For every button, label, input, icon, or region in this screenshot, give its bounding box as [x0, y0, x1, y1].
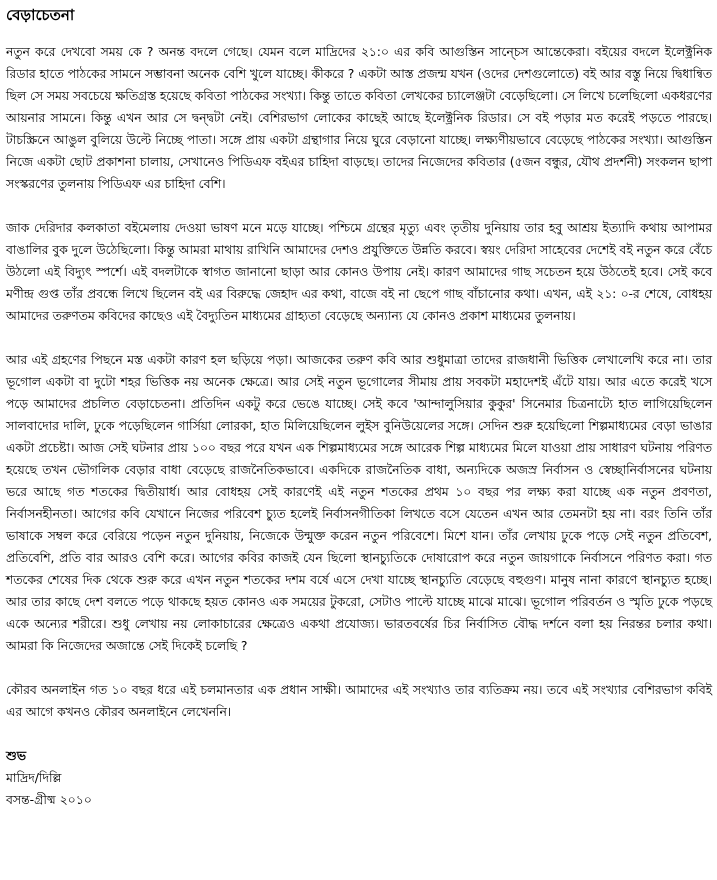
document-page	[6, 4, 712, 811]
signature-block	[6, 745, 712, 811]
paragraph-1: নতুন করে দেখবো সময় কে ? অনন্ত বদলে গেছে। যেমন বলে মাদ্রিদের ২১:০ এর কবি আগুস্তিন সান্চেস আন্তেকেরা। বইয়ের বদলে ইলেক্ট্রনিক রিডার হাতে পাঠকের সামনে সম্ভাবনা অনেক বেশি খুলে যাচ্ছে। কীকরে ? একটা আস্ত প্রজন্ম যখন (ওদের দেশগুলোতে) বই আর বস্তু নিয়ে দ্বিধান্বিত ছিল সে সময় সবচেয়ে ক্ষতিগ্রস্ত হয়েছে কবিতা পাঠকের সংখ্যা। কিন্তু তাতে কবিতা লেখকের চ্যালেঞ্জটা বেড়েছিলো। সে লিখে চলেছিলো একধরণের আয়নার সামনে। কিন্তু এখন আর সে দ্বন্দ্বটা নেই। বেশিরভাগ লোকের কাছেই আছে ইলেক্ট্রনিক রিডার। সে বই পড়ার মত করেই পড়তে পারছে। টাচস্ক্রিনে আঙুল বুলিয়ে উল্টে নিচ্ছে পাতা। সঙ্গে প্রায় একটা গ্রন্থাগার নিয়ে ঘুরে বেড়ানো যাচ্ছে। লক্ষ্যণীয়ভাবে বেড়েছে পাঠকের সংখ্যা। আগুস্তিন নিজে একটা ছোট প্রকাশনা চালায়, সেখানেও পিডিএফ বইএর চাহিদা বাড়ছে। তাদের নিজেদের কবিতার (৫জন বন্ধুর, যৌথ প্রদর্শনী) সংকলন ছাপা সংস্করণের তুলনায় পিডিএফ এর চাহিদা বেশি।	[6, 44, 712, 191]
author-place: মাদ্রিদ/দিল্লি	[6, 770, 62, 785]
paragraph-2: জাক দেরিদার কলকাতা বইমেলায় দেওয়া ভাষণ মনে মড়ে যাচ্ছে। পশ্চিমে গ্রন্থের মৃত্যু এবং তৃতীয় দুনিয়ায় তার হবু আশ্রয় ইত্যাদি কথায় আপামর বাঙালির বুক দুলে উঠেছিলো। কিন্তু আমরা মাথায় রাখিনি আমাদের দেশও প্রযুক্তিতে উন্নতি করবে। স্বয়ং দেরিদা সাহেবের দেশেই বই নতুন করে বেঁচে উঠলো এই বিদ্যুৎ স্পর্শে। এই বদলটাকে স্বাগত জানানো ছাড়া আর কোনও উপায় নেই। কারণ আমাদের গাছ সচেতন হয়ে উঠতেই হবে। সেই কবে মণীন্দ্র গুপ্ত তাঁর প্রবন্ধে লিখে ছিলেন বই এর বিরুদ্ধে জেহাদ এর কথা, বাজে বই না ছেপে গাছ বাঁচানোর কথা। এখন, এই ২১: ০-র শেষে, বোধহয় আমাদের তরুণতম কবিদের কাছেও এই বৈদ্যুতিন মাধ্যমের গ্রাহ্যতা বেড়েছে অন্যান্য যে কোনও প্রকাশ মাধ্যমের তুলনায়।	[6, 220, 712, 323]
paragraph-3: আর এই গ্রহণের পিছনে মস্ত একটা কারণ হল ছড়িয়ে পড়া। আজকের তরুণ কবি আর শুধুমাত্রা তাদের রাজধানী ভিত্তিক লেখালেখি করে না। তার ভূগোল একটা বা দুটো শহর ভিত্তিক নয় অনেক ক্ষেত্রে। আর সেই নতুন ভূগোলের সীমায় প্রায় সবকটা মহাদেশই এঁটে যায়। আর এতে করেই খসে পড়ে আমাদের প্রচলিত বেড়াচেতনা। প্রতিদিন একটু করে ভেঙে যাচ্ছে। সেই কবে 'আন্দালুসিয়ার কুকুর' সিনেমার চিত্রনাট্যে হাত লাগিয়েছিলেন সালবাদোর দালি, ঢুকে পড়েছিলেন গার্সিয়া লোরকা, হাত মিলিয়েছিলেন লুইস বুনিউয়েলের সঙ্গে। সেদিন শুরু হয়েছিলো শিল্পমাধ্যমের বেড়া ভাঙার একটা প্রচেষ্টা। আজ সেই ঘটনার প্রায় ১০০ বছর পরে যখন এক শিল্পমাধ্যমের সঙ্গে আরেক শিল্প মাধ্যমের মিলে যাওয়া প্রায় সাধারণ ঘটনায় পরিণত হয়েছে তখন ভৌগলিক বেড়ার বাধা বেড়েছে রাজনৈতিকভাবে। একদিকে রাজনৈতিক বাধা, অন্যদিকে অজস্র নির্বাসন ও স্বেচ্ছানির্বাসনের ঘটনায় ভরে আছে গত শতকের দ্বিতীয়ার্ধ। আর বোধহয় সেই কারণেই এই নতুন শতকের প্রথম ১০ বছর পর লক্ষ্য করা যাচ্ছে এক নতুন প্রবণতা, নির্বাসনহীনতা। আগের কবি যেখানে নিজের পরিবেশ চ্যুত হলেই নির্বাসনগীতিকা লিখতে বসে যেতেন এখন আর তেমনটা হয় না। বরং তিনি তাঁর ভাষাকে সম্বল করে বেরিয়ে পড়েন নতুন দুনিয়ায়, নিজেকে উন্মুক্ত করেন নতুন পরিবেশে। মিশে যান। তাঁর লেখায় ঢুকে পড়ে সেই নতুন প্রতিবেশ, প্রতিবেশি, প্রতি বার আরও বেশি করে। আগের কবির কাজই যেন ছিলো স্থানচ্যুতিকে দোষারোপ করে নতুন জায়গাকে নির্বাসনে পরিণত করা। গত শতকের শেষের দিক থেকে শুরু করে এখন নতুন শতকের দশম বর্ষে এসে দেখা যাচ্ছে স্থানচ্যুতি বেড়েছে বহুগুণ। মানুষ নানা কারণে স্থানচ্যুত হচ্ছে। আর তার কাছে দেশ বলতে পড়ে থাকছে হয়ত কোনও এক সময়ের টুকরো, সেটাও পাল্টে যাচ্ছে মাঝে মাঝে। ভূগোল পরিবর্তন ও স্মৃতি ঢুকে পড়ছে একে অন্যের শরীরে। শুধু লেখায় নয় লোকাচারের ক্ষেত্রেও একথা প্রযোজ্য। ভারতবর্ষের চির নির্বাসিত বৌদ্ধ দর্শনে বলা হয় নিরন্তর চলার কথা। আমরা কি নিজেদের অজান্তে সেই দিকেই চলেছি ?	[6, 352, 712, 653]
date-line: বসন্ত-গ্রীষ্ম ২০১০	[6, 792, 92, 807]
author-name: শুভ	[6, 748, 27, 763]
page-title: বেড়াচেতনা	[6, 6, 75, 24]
paragraph-4: কৌরব অনলাইন গত ১০ বছর ধরে এই চলমানতার এক প্রধান সাক্ষী। আমাদের এই সংখ্যাও তার ব্যতিক্রম নয়। তবে এই সংখ্যার বেশিরভাগ কবিই এর আগে কখনও কৌরব অনলাইনে লেখেননি।	[6, 682, 712, 719]
